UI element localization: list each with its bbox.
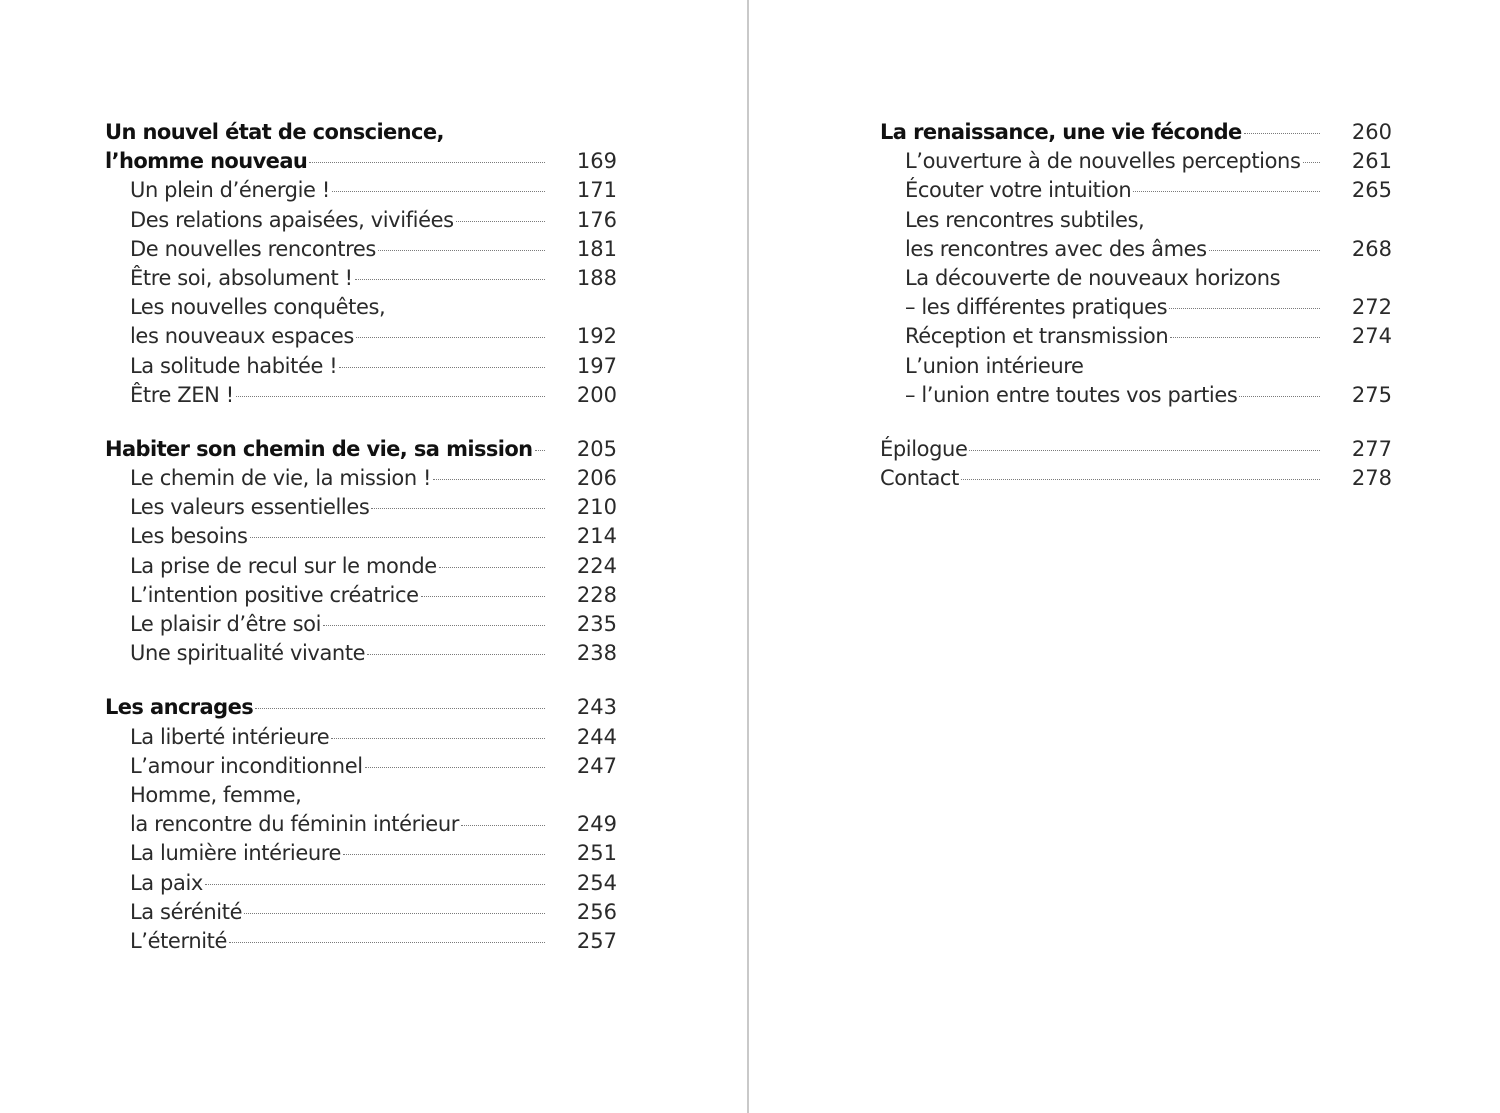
- dot-leader: [421, 596, 545, 597]
- toc-entry-la-rencontre-du-feminin-interieur[interactable]: [105, 810, 617, 839]
- page-number: 171: [576, 178, 617, 203]
- toc-section: [105, 435, 617, 669]
- toc-entry-title: – l’union entre toutes vos parties: [905, 382, 1238, 407]
- dot-leader: [356, 337, 545, 338]
- toc-entry-title: l’homme nouveau: [105, 149, 308, 174]
- toc-entry-title: La liberté intérieure: [130, 724, 330, 749]
- page-number: 188: [576, 265, 617, 290]
- page-number: 205: [576, 436, 617, 461]
- toc-entry-les-nouveaux-espaces[interactable]: [105, 322, 617, 351]
- toc-entry-title: La paix: [130, 870, 203, 895]
- dot-leader: [535, 450, 545, 451]
- dot-leader: [309, 162, 545, 163]
- toc-entry-title: Les ancrages: [105, 695, 254, 720]
- dot-leader: [1169, 308, 1320, 309]
- toc-entry-title: La solitude habitée !: [130, 353, 338, 378]
- toc-entry-les-rencontres-subtiles: [880, 206, 1392, 235]
- dot-leader: [378, 250, 545, 251]
- toc-entry-title: Une spiritualité vivante: [130, 641, 366, 666]
- toc-entry-ecouter-votre-intuition[interactable]: [880, 176, 1392, 205]
- dot-leader: [961, 479, 1320, 480]
- page-number: 268: [1351, 236, 1392, 261]
- right-page: [880, 118, 1392, 518]
- toc-entry-habiter-son-chemin-de-vie-sa-mission[interactable]: [105, 435, 617, 464]
- dot-leader: [229, 942, 545, 943]
- toc-entry-title: Écouter votre intuition: [905, 178, 1132, 203]
- page-number: 192: [576, 324, 617, 349]
- dot-leader: [433, 479, 545, 480]
- toc-entry-title: Être ZEN !: [130, 382, 234, 407]
- page-number: 238: [576, 641, 617, 666]
- toc-entry-les-rencontres-avec-des-ames[interactable]: [880, 235, 1392, 264]
- dot-leader: [371, 508, 545, 509]
- page-number: 235: [576, 612, 617, 636]
- page-number: 197: [576, 353, 617, 378]
- page-number: 265: [1351, 178, 1392, 203]
- toc-entry-l-amour-inconditionnel[interactable]: [105, 752, 617, 781]
- dot-leader: [255, 708, 545, 709]
- page-number: 278: [1351, 466, 1392, 491]
- toc-entry-la-serenite[interactable]: [105, 898, 617, 927]
- toc-section: [105, 118, 617, 410]
- toc-entry-la-decouverte-de-nouveaux-horizons: [880, 264, 1392, 293]
- page-number: 254: [576, 870, 617, 895]
- dot-leader: [339, 367, 545, 368]
- page-number: 169: [576, 149, 617, 174]
- dot-leader: [1239, 396, 1320, 397]
- toc-entry-title: – les différentes pratiques: [905, 295, 1168, 320]
- page-number: 261: [1351, 149, 1392, 174]
- dot-leader: [456, 221, 545, 222]
- toc-entry-title: les rencontres avec des âmes: [905, 236, 1207, 261]
- toc-entry-title: L’union intérieure: [905, 353, 1084, 378]
- page-number: 206: [576, 466, 617, 491]
- page-number: 277: [1351, 436, 1392, 461]
- toc-entry-contact[interactable]: [880, 464, 1392, 493]
- page-number: 243: [576, 695, 617, 720]
- toc-entry-title: les nouveaux espaces: [130, 324, 354, 349]
- left-page: [105, 118, 617, 981]
- toc-entry-la-solitude-habitee[interactable]: [105, 352, 617, 381]
- toc-entry-le-chemin-de-vie-la-mission[interactable]: [105, 464, 617, 493]
- page-number: 275: [1351, 382, 1392, 407]
- dot-leader: [236, 396, 545, 397]
- toc-entry-title: Être soi, absolument !: [130, 265, 353, 290]
- dot-leader: [1209, 250, 1320, 251]
- page-gutter: [747, 0, 749, 1113]
- toc-entry-les-nouvelles-conquetes: [105, 293, 617, 322]
- toc-entry-title: Homme, femme,: [130, 782, 302, 807]
- page-number: 256: [576, 899, 617, 924]
- page-number: 244: [576, 724, 617, 749]
- toc-entry-un-plein-d-energie[interactable]: [105, 176, 617, 205]
- toc-entry-title: L’intention positive créatrice: [130, 582, 419, 607]
- toc-entry-l-union-interieure: [880, 352, 1392, 381]
- toc-entry-les-differentes-pratiques[interactable]: [880, 293, 1392, 322]
- toc-entry-title: Les nouvelles conquêtes,: [130, 295, 386, 320]
- page-number: 224: [576, 553, 617, 578]
- toc-entry-title: La découverte de nouveaux horizons: [905, 265, 1281, 290]
- dot-leader: [365, 767, 545, 768]
- toc-entry-title: L’ouverture à de nouvelles perceptions: [905, 149, 1301, 174]
- dot-leader: [323, 625, 545, 626]
- toc-entry-la-liberte-interieure[interactable]: [105, 723, 617, 752]
- toc-entry-l-union-entre-toutes-vos-parties[interactable]: [880, 381, 1392, 410]
- page-number: 214: [576, 524, 617, 549]
- toc-entry-title: Un nouvel état de conscience,: [105, 120, 444, 144]
- toc-section: [105, 693, 617, 956]
- toc-entry-des-relations-apaisees-vivifiees[interactable]: [105, 206, 617, 235]
- toc-entry-de-nouvelles-rencontres[interactable]: [105, 235, 617, 264]
- page-number: 228: [576, 582, 617, 607]
- toc-entry-title: Les besoins: [130, 524, 248, 549]
- dot-leader: [331, 738, 545, 739]
- toc-entry-title: La lumière intérieure: [130, 841, 342, 866]
- toc-entry-la-renaissance-une-vie-feconde[interactable]: [880, 118, 1392, 147]
- toc-entry-la-prise-de-recul-sur-le-monde[interactable]: [105, 552, 617, 581]
- toc-entry-title: Les valeurs essentielles: [130, 495, 370, 520]
- page-number: 181: [576, 236, 617, 261]
- dot-leader: [343, 854, 545, 855]
- toc-entry-l-ouverture-a-de-nouvelles-perceptions[interactable]: [880, 147, 1392, 176]
- dot-leader: [1303, 162, 1321, 163]
- page-number: 247: [576, 753, 617, 778]
- toc-entry-les-ancrages[interactable]: [105, 693, 617, 722]
- toc-entry-title: De nouvelles rencontres: [130, 236, 376, 261]
- page-number: 176: [576, 207, 617, 232]
- dot-leader: [244, 913, 545, 914]
- toc-entry-la-paix[interactable]: [105, 869, 617, 898]
- toc-entry-une-spiritualite-vivante[interactable]: [105, 639, 617, 668]
- dot-leader: [332, 191, 545, 192]
- toc-entry-title: Épilogue: [880, 436, 968, 461]
- dot-leader: [355, 279, 545, 280]
- toc-entry-l-intention-positive-creatrice[interactable]: [105, 581, 617, 610]
- dot-leader: [969, 450, 1320, 451]
- dot-leader: [1170, 337, 1320, 338]
- toc-entry-le-plaisir-d-etre-soi[interactable]: [105, 610, 617, 639]
- toc-entry-l-homme-nouveau[interactable]: [105, 147, 617, 176]
- toc-entry-title: Le plaisir d’être soi: [130, 612, 322, 636]
- dot-leader: [1133, 191, 1320, 192]
- dot-leader: [250, 537, 545, 538]
- toc-entry-l-eternite[interactable]: [105, 927, 617, 956]
- page-number: 249: [576, 812, 617, 837]
- page-number: 210: [576, 495, 617, 520]
- toc-section: [880, 435, 1392, 493]
- page-number: 260: [1351, 120, 1392, 144]
- toc-entry-la-lumiere-interieure[interactable]: [105, 839, 617, 868]
- toc-entry-title: La renaissance, une vie féconde: [880, 120, 1242, 144]
- toc-entry-title: Contact: [880, 466, 959, 491]
- dot-leader: [1244, 133, 1320, 134]
- dot-leader: [205, 884, 545, 885]
- page-number: 251: [576, 841, 617, 866]
- toc-entry-etre-soi-absolument[interactable]: [105, 264, 617, 293]
- dot-leader: [367, 654, 545, 655]
- toc-entry-title: Le chemin de vie, la mission !: [130, 466, 432, 491]
- toc-entry-title: Les rencontres subtiles,: [905, 207, 1145, 232]
- dot-leader: [439, 567, 545, 568]
- page-number: 272: [1351, 295, 1392, 320]
- toc-entry-title: Habiter son chemin de vie, sa mission: [105, 436, 533, 461]
- toc-entry-title: La prise de recul sur le monde: [130, 553, 437, 578]
- page-number: 200: [576, 382, 617, 407]
- toc-entry-title: Réception et transmission: [905, 324, 1169, 349]
- toc-entry-title: la rencontre du féminin intérieur: [130, 812, 459, 837]
- toc-entry-reception-et-transmission[interactable]: [880, 322, 1392, 351]
- page-number: 274: [1351, 324, 1392, 349]
- toc-entry-un-nouvel-etat-de-conscience: [105, 118, 617, 147]
- page-number: 257: [576, 928, 617, 953]
- toc-entry-homme-femme: [105, 781, 617, 810]
- dot-leader: [461, 825, 545, 826]
- toc-entry-title: Un plein d’énergie !: [130, 178, 330, 203]
- toc-section: [880, 118, 1392, 410]
- toc-entry-title: La sérénité: [130, 899, 243, 924]
- toc-entry-les-besoins[interactable]: [105, 522, 617, 551]
- toc-entry-les-valeurs-essentielles[interactable]: [105, 493, 617, 522]
- toc-entry-etre-zen[interactable]: [105, 381, 617, 410]
- toc-entry-epilogue[interactable]: [880, 435, 1392, 464]
- toc-entry-title: L’éternité: [130, 928, 228, 953]
- toc-entry-title: Des relations apaisées, vivifiées: [130, 207, 454, 232]
- toc-entry-title: L’amour inconditionnel: [130, 753, 363, 778]
